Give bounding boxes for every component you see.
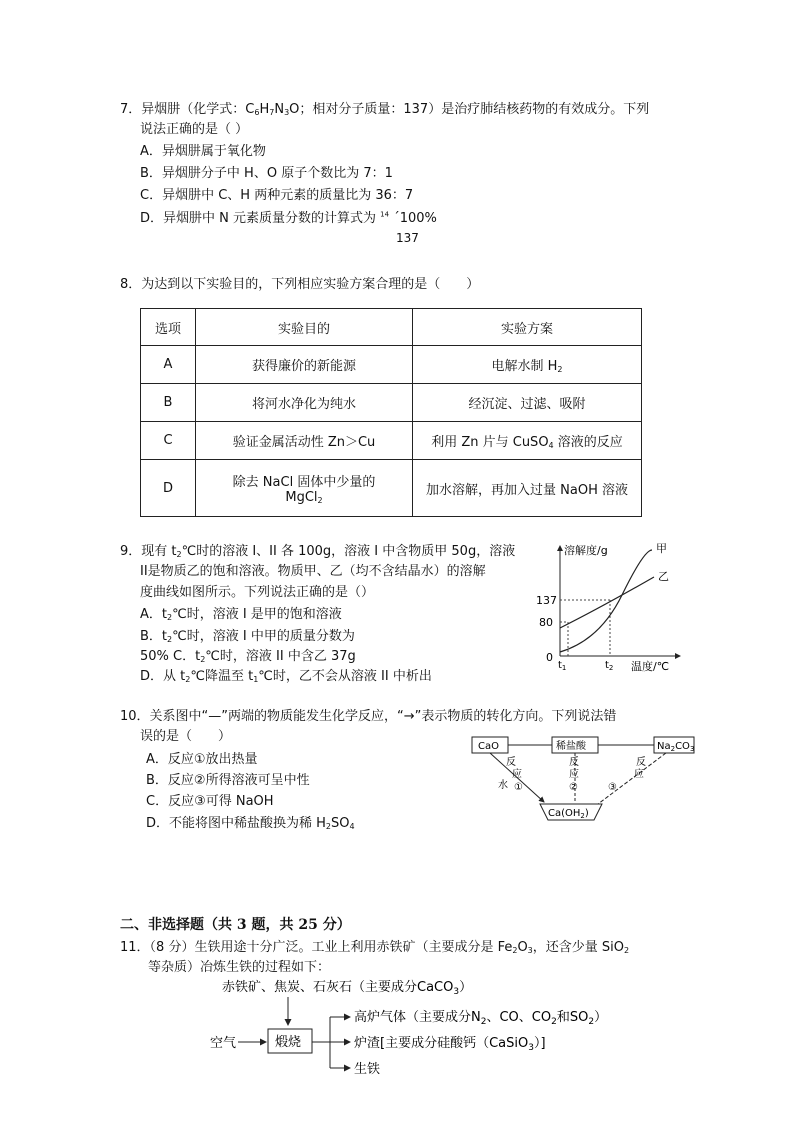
q10-option-c: C．反应③可得 NaOH bbox=[146, 794, 274, 809]
q9-solubility-chart bbox=[530, 540, 690, 680]
label-reaction-char: 反 bbox=[636, 757, 646, 768]
q11-stem-line2: 等杂质）冶炼生铁的过程如下： bbox=[148, 960, 331, 975]
q11-stem-line1: 11．（8 分）生铁用途十分广泛。工业上利用赤铁矿（主要成分是 $Fe_2O_3$，还含少量 SiO$_2$ bbox=[120, 940, 630, 955]
curve-jia bbox=[560, 550, 652, 652]
q9-stem-line1: 9．现有 $t_2℃$时的溶液 I、II 各 100g，溶液 I 中含物质甲 50g，溶液 bbox=[120, 544, 516, 559]
q11-flow-diagram bbox=[200, 975, 630, 1080]
table-header-cell: 实验目的 bbox=[196, 309, 413, 346]
q7-fraction-denominator: 137 bbox=[396, 231, 419, 245]
q8-stem: 8．为达到以下实验目的，下列相应实验方案合理的是（ ） bbox=[120, 277, 480, 292]
label-hcl: 稀盐酸 bbox=[556, 741, 586, 752]
q10-option-b: B．反应②所得溶液可呈中性 bbox=[146, 773, 310, 788]
table-cell: 将河水净化为纯水 bbox=[196, 384, 413, 422]
table-cell: 电解水制 $H_2$ bbox=[413, 346, 642, 384]
x-tick-label: $t_2$ bbox=[605, 660, 614, 672]
table-cell: 利用 Zn 片与 CuSO$_4$ 溶液的反应 bbox=[413, 422, 642, 460]
label-na2co3: $Na_2CO_3$ bbox=[657, 741, 695, 753]
q10-stem-line2: 误的是（ ） bbox=[140, 729, 232, 744]
label-water: 水 bbox=[498, 780, 508, 791]
q7-option-b: B．异烟肼分子中 H、O 原子个数比为 7：1 bbox=[140, 166, 393, 181]
q7-stem-line1: 7．异烟肼（化学式：$C_6H_7N_3O$；相对分子质量：137）是治疗肺结核药物的有效成分。下列 bbox=[120, 102, 650, 117]
label-reaction-char: 应 bbox=[569, 769, 579, 780]
table-cell: 除去 NaCl 固体中少量的 MgCl$_2$ bbox=[196, 460, 413, 517]
q10-stem-line1: 10．关系图中“—”两端的物质能发生化学反应，“→”表示物质的转化方向。下列说法错 bbox=[120, 709, 617, 724]
q9-stem-line3: 度曲线如图所示。下列说法正确的是（） bbox=[140, 585, 375, 600]
table-cell: D bbox=[141, 460, 196, 517]
y-axis-label: 溶解度/g bbox=[564, 544, 608, 557]
label-reaction-char: 反 bbox=[506, 757, 516, 768]
q7-stem-line2: 说法正确的是（ ） bbox=[140, 122, 249, 137]
table-header-row bbox=[141, 309, 642, 346]
flow-out-slag: 炉渣[主要成分硅酸钙（CaSiO$_3$）] bbox=[354, 1036, 546, 1053]
table-header-cell: 实验方案 bbox=[413, 309, 642, 346]
x-axis-label: 温度/℃ bbox=[631, 660, 670, 673]
y-tick-label: 80 bbox=[539, 616, 553, 629]
label-cao: CaO bbox=[478, 741, 499, 752]
curve-yi bbox=[560, 577, 654, 628]
label-reaction-num: ③ bbox=[608, 782, 617, 793]
table-cell: A bbox=[141, 346, 196, 384]
table-row bbox=[141, 384, 642, 422]
label-reaction-num: ② bbox=[569, 782, 578, 793]
q7-option-c: C．异烟肼中 C、H 两种元素的质量比为 36：7 bbox=[140, 188, 414, 203]
q9-stem-line2: II是物质乙的饱和溶液。物质甲、乙（均不含结晶水）的溶解 bbox=[140, 564, 486, 579]
q9-option-b: B．$t_2℃$时，溶液 I 中甲的质量分数为 bbox=[140, 629, 355, 644]
label-reaction-char: 应 bbox=[512, 769, 522, 780]
flow-out-iron: 生铁 bbox=[354, 1062, 381, 1077]
flow-air: 空气 bbox=[210, 1036, 237, 1051]
link-reaction-3 bbox=[598, 753, 666, 804]
label-reaction-char: 应 bbox=[634, 769, 644, 780]
y-tick-label: 137 bbox=[536, 594, 557, 607]
q8-table bbox=[140, 308, 642, 517]
q9-option-a: A．$t_2℃$时，溶液 I 是甲的饱和溶液 bbox=[140, 607, 342, 622]
table-cell: B bbox=[141, 384, 196, 422]
q7-option-a: A．异烟肼属于氧化物 bbox=[140, 144, 266, 159]
table-cell: 加水溶解，再加入过量 NaOH 溶液 bbox=[413, 460, 642, 517]
origin-label: 0 bbox=[546, 651, 553, 664]
label-caoh2: $Ca(OH_2)$ bbox=[548, 808, 589, 820]
q10-option-d: D．不能将图中稀盐酸换为稀 $H_2SO_4$ bbox=[146, 816, 355, 831]
table-cell: 验证金属活动性 Zn＞Cu bbox=[196, 422, 413, 460]
section-title: 二、非选择题（共 3 题，共 25 分） bbox=[120, 917, 351, 933]
q9-option-c: 50% C．$t_2℃$时，溶液 II 中含乙 37g bbox=[140, 649, 356, 664]
table-row bbox=[141, 422, 642, 460]
label-reaction-num: ① bbox=[514, 782, 523, 793]
q7-fraction-numerator: 14 bbox=[380, 210, 390, 219]
series-label-jia: 甲 bbox=[656, 542, 667, 555]
table-cell: C bbox=[141, 422, 196, 460]
flow-box-label: 煅烧 bbox=[275, 1035, 302, 1050]
flow-out-gas: 高炉气体（主要成分$N_2$、CO、$CO_2$和$SO_2$） bbox=[354, 1010, 608, 1027]
series-label-yi: 乙 bbox=[658, 570, 669, 583]
q10-relation-diagram bbox=[470, 732, 700, 832]
table-row bbox=[141, 460, 642, 517]
table-row bbox=[141, 346, 642, 384]
flow-inputs: 赤铁矿、焦炭、石灰石（主要成分CaCO$_3$） bbox=[222, 980, 473, 997]
label-reaction-char: 反 bbox=[569, 757, 579, 768]
q7-option-d: D．异烟肼中 N 元素质量分数的计算式为 $^{14}$ ´100% bbox=[140, 210, 437, 226]
q9-option-d: D．从 $t_2℃$降温至 $t_1℃$时，乙不会从溶液 II 中析出 bbox=[140, 669, 432, 684]
table-cell: 经沉淀、过滤、吸附 bbox=[413, 384, 642, 422]
x-tick-label: $t_1$ bbox=[558, 660, 567, 672]
q10-option-a: A．反应①放出热量 bbox=[146, 752, 258, 767]
table-header-cell: 选项 bbox=[141, 309, 196, 346]
table-cell: 获得廉价的新能源 bbox=[196, 346, 413, 384]
